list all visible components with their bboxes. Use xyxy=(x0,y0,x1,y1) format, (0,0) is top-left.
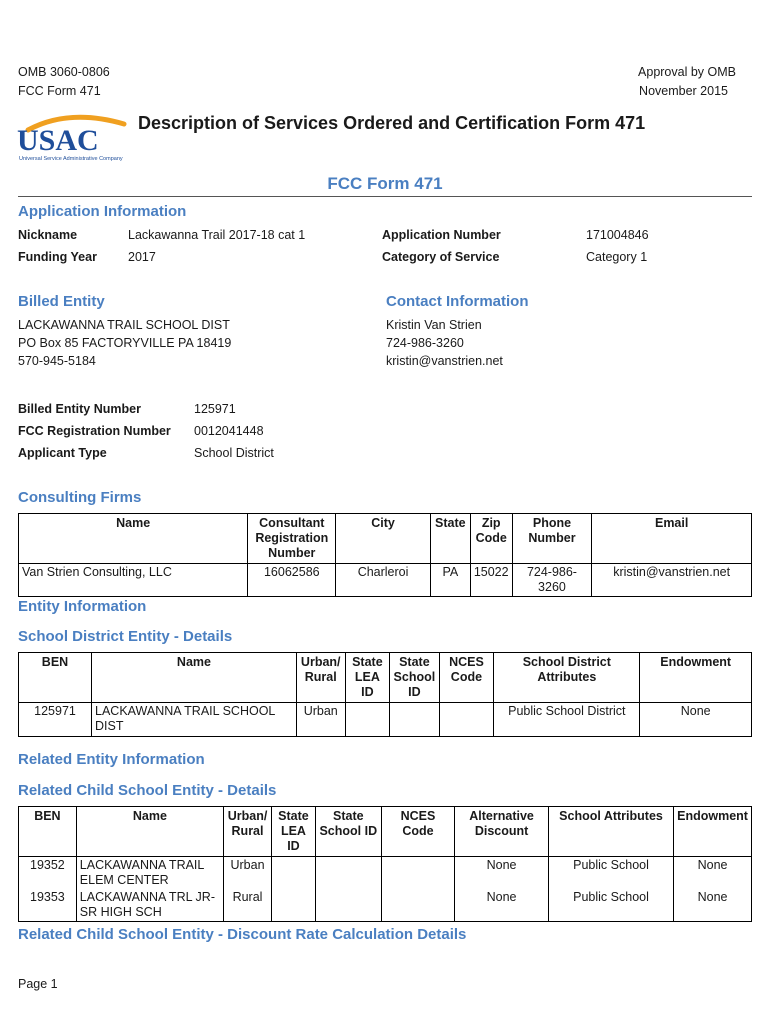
applicant-type-value: School District xyxy=(194,446,274,460)
funding-year-label: Funding Year xyxy=(18,250,97,264)
child-state-lea-id xyxy=(272,857,316,890)
child-nces-code xyxy=(381,889,455,922)
contact-email[interactable]: kristin@vanstrien.net xyxy=(386,354,503,368)
consultant-name: Van Strien Consulting, LLC xyxy=(19,564,248,597)
col-state-school-id: State School ID xyxy=(315,807,381,857)
child-name: LACKAWANNA TRL JR-SR HIGH SCH xyxy=(76,889,223,922)
table-row xyxy=(19,889,752,922)
child-urban-rural: Urban xyxy=(224,857,272,890)
child-state-lea-id xyxy=(272,889,316,922)
child-school-attributes: Public School xyxy=(548,857,673,890)
col-sd-attributes: School District Attributes xyxy=(494,653,640,703)
sd-state-lea-id xyxy=(345,703,390,737)
ben-label: Billed Entity Number xyxy=(18,402,141,416)
billed-entity-name: LACKAWANNA TRAIL SCHOOL DIST xyxy=(18,318,230,332)
col-name: Name xyxy=(76,807,223,857)
child-state-school-id xyxy=(315,889,381,922)
omb-number: OMB 3060-0806 xyxy=(18,65,110,79)
app-number-value: 171004846 xyxy=(586,228,649,242)
col-state-lea-id: State LEA ID xyxy=(272,807,316,857)
child-ben: 19353 xyxy=(19,889,77,922)
col-state-school-id: State School ID xyxy=(390,653,439,703)
contact-phone: 724-986-3260 xyxy=(386,336,464,350)
sd-endowment: None xyxy=(640,703,752,737)
school-district-table xyxy=(18,652,752,737)
child-name: LACKAWANNA TRAIL ELEM CENTER xyxy=(76,857,223,890)
usac-logo-subtext: Universal Service Administrative Company xyxy=(19,156,123,162)
table-row xyxy=(19,857,752,890)
usac-logo-text: USAC xyxy=(17,124,99,157)
sd-attributes: Public School District xyxy=(494,703,640,737)
col-zip: Zip Code xyxy=(470,514,512,564)
funding-year-value: 2017 xyxy=(128,250,156,264)
col-state: State xyxy=(430,514,470,564)
application-heading: Application Information xyxy=(18,203,187,220)
category-value: Category 1 xyxy=(586,250,648,264)
col-urban-rural: Urban/ Rural xyxy=(224,807,272,857)
billed-entity-address: PO Box 85 FACTORYVILLE PA 18419 xyxy=(18,336,232,350)
billed-entity-heading: Billed Entity xyxy=(18,293,105,310)
child-school-table xyxy=(18,806,752,922)
sd-ben: 125971 xyxy=(19,703,92,737)
col-email: Email xyxy=(592,514,752,564)
sd-header-row xyxy=(19,653,752,703)
child-urban-rural: Rural xyxy=(224,889,272,922)
table-row xyxy=(19,564,752,597)
fcc-reg-label: FCC Registration Number xyxy=(18,424,171,438)
consulting-header-row xyxy=(19,514,752,564)
discount-calc-heading: Related Child School Entity - Discount Rate Calculation Details xyxy=(18,926,467,943)
school-district-heading: School District Entity - Details xyxy=(18,628,233,645)
child-alt-discount: None xyxy=(455,889,549,922)
sd-state-school-id xyxy=(390,703,439,737)
omb-approval: Approval by OMB xyxy=(638,65,736,79)
child-header-row xyxy=(19,807,752,857)
col-city: City xyxy=(336,514,431,564)
col-state-lea-id: State LEA ID xyxy=(345,653,390,703)
page-number: Page 1 xyxy=(18,977,58,991)
child-nces-code xyxy=(381,857,455,890)
consultant-phone: 724-986-3260 xyxy=(512,564,592,597)
col-ben: BEN xyxy=(19,807,77,857)
col-phone: Phone Number xyxy=(512,514,592,564)
col-ben: BEN xyxy=(19,653,92,703)
fcc-reg-value: 0012041448 xyxy=(194,424,264,438)
consultant-email[interactable]: kristin@vanstrien.net xyxy=(592,564,752,597)
consulting-table xyxy=(18,513,752,597)
col-nces-code: NCES Code xyxy=(439,653,494,703)
consulting-heading: Consulting Firms xyxy=(18,489,142,506)
form-name: FCC Form 471 xyxy=(18,84,101,98)
usac-logo-swoosh-icon xyxy=(14,108,134,164)
form-subtitle: FCC Form 471 xyxy=(327,174,443,193)
contact-heading: Contact Information xyxy=(386,293,529,310)
category-label: Category of Service xyxy=(382,250,500,264)
consultant-city: Charleroi xyxy=(336,564,431,597)
usac-logo xyxy=(14,108,134,164)
col-endowment: Endowment xyxy=(640,653,752,703)
col-urban-rural: Urban/ Rural xyxy=(296,653,345,703)
child-school-attributes: Public School xyxy=(548,889,673,922)
child-endowment: None xyxy=(674,889,752,922)
consultant-reg-number: 16062586 xyxy=(248,564,336,597)
ben-value: 125971 xyxy=(194,402,236,416)
nickname-value: Lackawanna Trail 2017-18 cat 1 xyxy=(128,228,306,242)
col-endowment: Endowment xyxy=(674,807,752,857)
sd-name: LACKAWANNA TRAIL SCHOOL DIST xyxy=(92,703,297,737)
col-name: Name xyxy=(92,653,297,703)
child-school-heading: Related Child School Entity - Details xyxy=(18,782,277,799)
approval-date: November 2015 xyxy=(639,84,728,98)
sd-nces-code xyxy=(439,703,494,737)
app-number-label: Application Number xyxy=(382,228,501,242)
related-heading: Related Entity Information xyxy=(18,751,205,768)
nickname-label: Nickname xyxy=(18,228,78,242)
consultant-zip: 15022 xyxy=(470,564,512,597)
col-consultant-reg: Consultant Registration Number xyxy=(248,514,336,564)
sd-urban-rural: Urban xyxy=(296,703,345,737)
child-alt-discount: None xyxy=(455,857,549,890)
child-state-school-id xyxy=(315,857,381,890)
col-school-attributes: School Attributes xyxy=(548,807,673,857)
child-ben: 19352 xyxy=(19,857,77,890)
entity-heading: Entity Information xyxy=(18,598,147,615)
table-row xyxy=(19,703,752,737)
consultant-state: PA xyxy=(430,564,470,597)
col-alternative-discount: Alternative Discount xyxy=(455,807,549,857)
child-endowment: None xyxy=(674,857,752,890)
col-name: Name xyxy=(19,514,248,564)
applicant-type-label: Applicant Type xyxy=(18,446,107,460)
page-title: Description of Services Ordered and Certification Form 471 xyxy=(138,113,646,133)
contact-name: Kristin Van Strien xyxy=(386,318,482,332)
billed-entity-phone: 570-945-5184 xyxy=(18,354,96,368)
title-divider xyxy=(18,196,752,197)
col-nces-code: NCES Code xyxy=(381,807,455,857)
